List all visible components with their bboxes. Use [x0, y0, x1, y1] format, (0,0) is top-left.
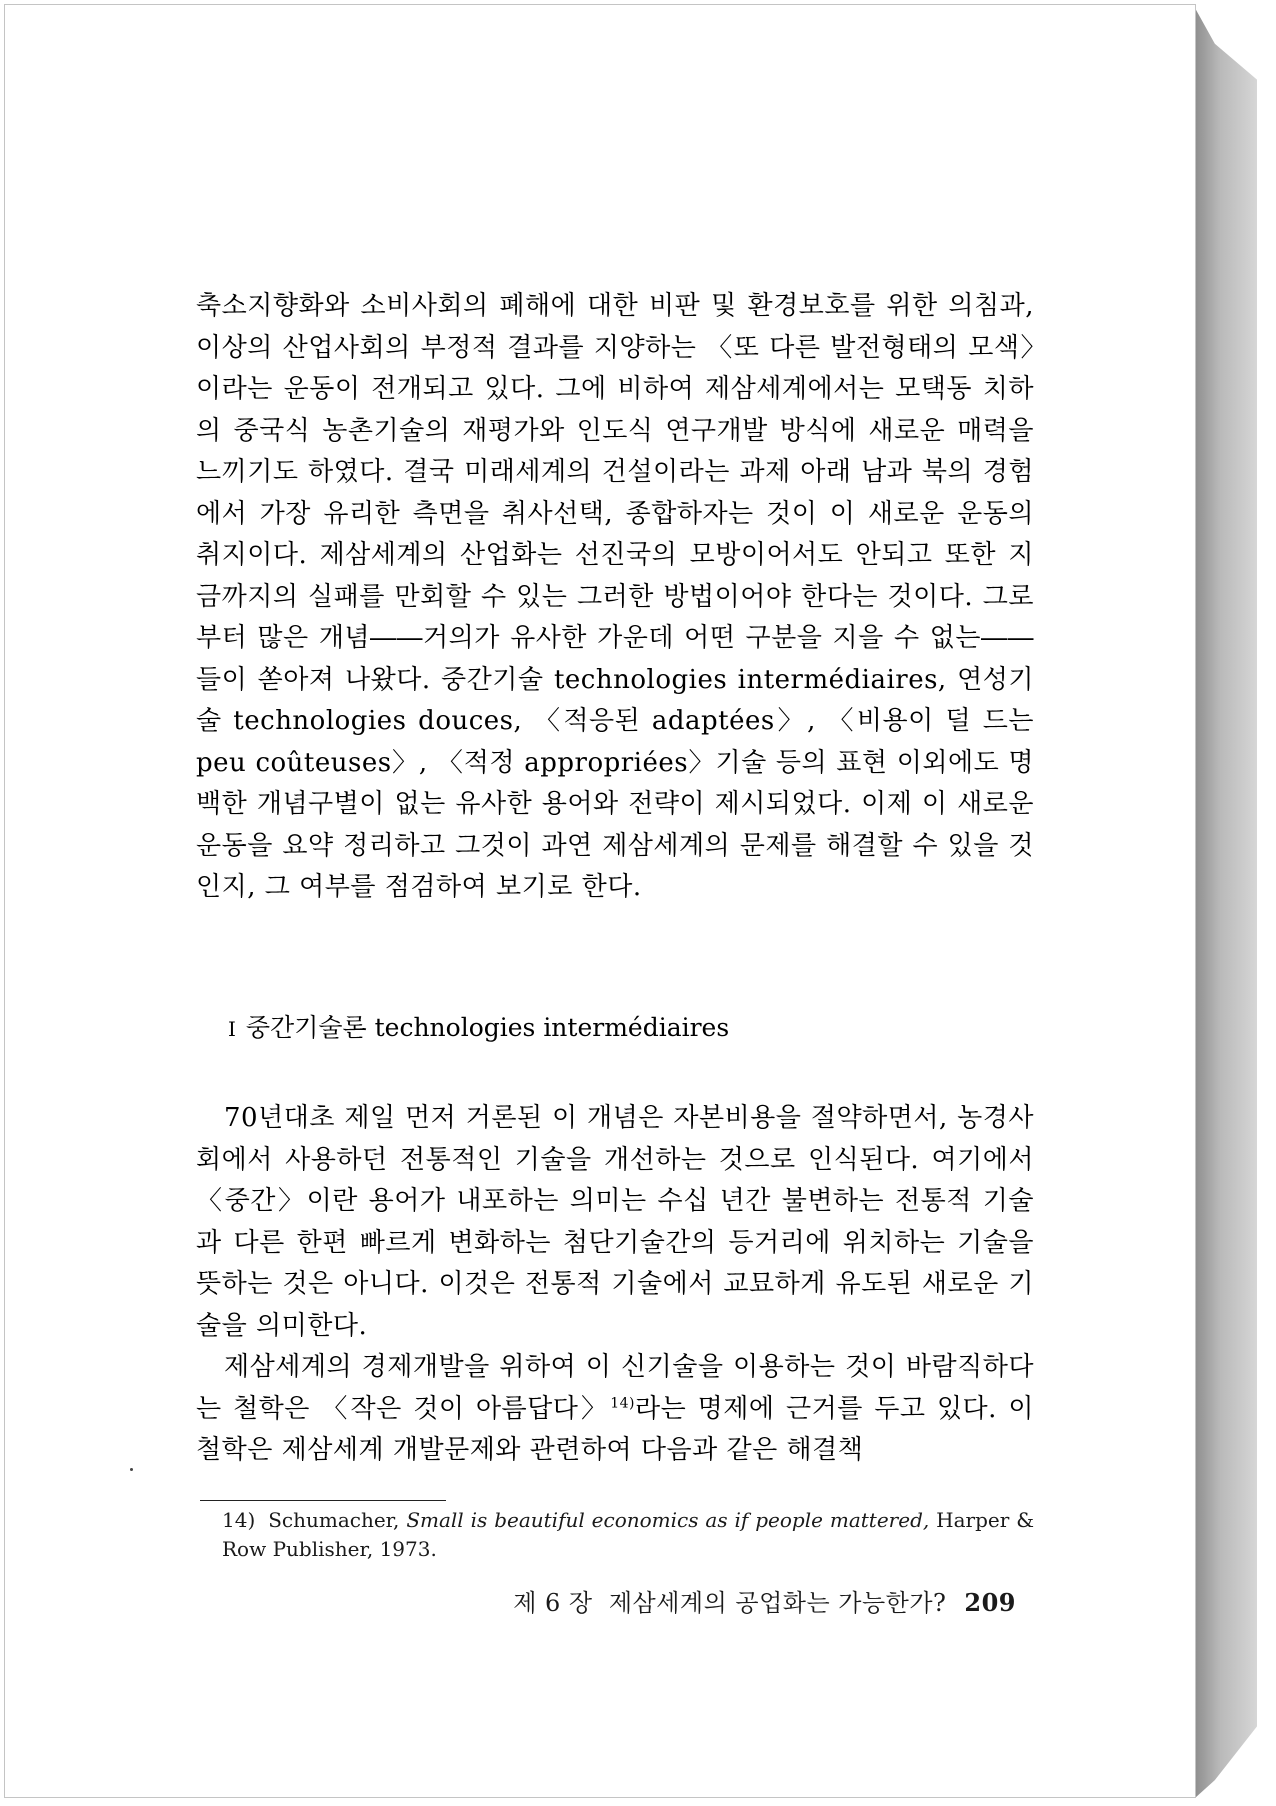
paragraph-text: 제삼세계의 경제개발을 위하여 이 신기술을 이용하는 것이 바람직하다는 철학은 〈작은 것이 아름답다〉: [196, 1352, 1034, 1424]
footnote-number: 14): [222, 1508, 256, 1532]
body-paragraph: [196, 1347, 1034, 1472]
body-paragraph: 축소지향화와 소비사회의 폐해에 대한 비판 및 환경보호를 위한 의침과, 이상의 산업사회의 부정적 결과를 지양하는 〈또 다른 발전형태의 모색〉이라는 운동이 전개되고 있다. 그에 비하여 제삼세계에서는 모택동 치하의 중국식 농촌기술의 재평가와 인도식 연구개발 방식에 새로운 매력을 느끼기도 하였다. 결국 미래세계의 건설이라는 과제 아래 남과 북의 경험에서 가장 유리한 측면을 취사선택, 종합하자는 것이 이 새로운 운동의 취지이다. 제삼세계의 산업화는 선진국의 모방이어서도 안되고 또한 지금까지의 실패를 만회할 수 있는 그러한 방법이어야 한다는 것이다. 그로부터 많은 개념――거의가 유사한 가운데 어떤 구분을 지을 수 없는――들이 쏟아져 나왔다. 중간기술 technologies intermédiaires, 연성기술 technologies douces, 〈적응된 adaptées〉, 〈비용이 덜 드는 peu coûteuses〉, 〈적정 appropriées〉기술 등의 표현 이외에도 명백한 개념구별이 없는 유사한 용어와 전략이 제시되었다. 이제 이 새로운 운동을 요약 정리하고 그것이 과연 제삼세계의 문제를 해결할 수 있을 것인지, 그 여부를 점검하여 보기로 한다.: [196, 291, 1034, 902]
scan-speck: [130, 1468, 133, 1471]
section-heading: [228, 1010, 1028, 1047]
footnote-title: Small is beautiful economics as if people mattered,: [406, 1508, 930, 1532]
footnote-reference: 14): [610, 1394, 635, 1411]
footnote-author: Schumacher,: [268, 1508, 400, 1532]
running-footer: [480, 1586, 1016, 1620]
page-number: 209: [964, 1588, 1016, 1617]
footnote-divider: [200, 1500, 446, 1501]
page-edge-shadow: [1195, 8, 1257, 1798]
section-title: 중간기술론 technologies intermédiaires: [245, 1013, 730, 1042]
footnote-publisher: Harper & Row Publisher, 1973.: [222, 1508, 1035, 1561]
body-paragraph: 70년대초 제일 먼저 거론된 이 개념은 자본비용을 절약하면서, 농경사회에서 사용하던 전통적인 기술을 개선하는 것으로 인식된다. 여기에서 〈중간〉이란 용어가 내포하는 의미는 수십 년간 불변하는 전통적 기술과 다른 한편 빠르게 변화하는 첨단기술간의 등거리에 위치하는 기술을 뜻하는 것은 아니다. 이것은 전통적 기술에서 교묘하게 유도된 새로운 기술을 의미한다.: [196, 1103, 1035, 1341]
footer-chapter-title: 제삼세계의 공업화는 가능한가?: [608, 1589, 947, 1617]
footer-chapter: 제 6 장: [513, 1589, 593, 1617]
paragraph-text: 라는 명제에 근거를 두고 있다. 이 철학은 제삼세계 개발문제와 관련하여 다음과 같은 해결책: [196, 1393, 1034, 1465]
footnote: [222, 1506, 1034, 1564]
section-body: [196, 1098, 1034, 1472]
section-number: I: [228, 1017, 236, 1041]
